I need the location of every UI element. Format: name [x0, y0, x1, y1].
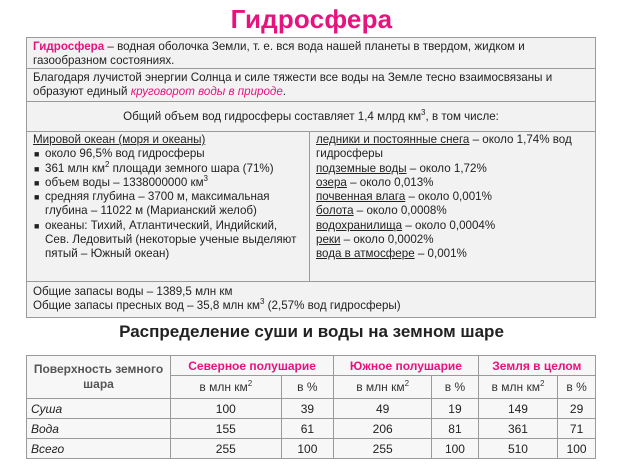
cycle-end: .: [282, 85, 287, 99]
table-cell: 19: [432, 399, 479, 419]
unit-pct-cell: в %: [432, 376, 479, 399]
total-sup: 3: [421, 108, 426, 118]
table-cell: 361: [478, 419, 557, 439]
row-label: Вода: [27, 419, 171, 439]
table-row: [27, 439, 596, 459]
group-header-earth: Земля в целом: [478, 356, 595, 376]
table-cell: 206: [334, 419, 432, 439]
unit-pct-cell: в %: [281, 376, 334, 399]
page-title: Гидросфера: [230, 4, 393, 34]
table-cell: 49: [334, 399, 432, 419]
cycle-highlight: круговорот воды в природе: [130, 85, 283, 99]
table-cell: 100: [281, 439, 334, 459]
surface-header: Поверхность земного шара: [27, 356, 171, 399]
ocean-item: ■ объем воды – 1338000000 $км^3$: [33, 176, 303, 190]
other-water-item: болота – около 0,0008%: [316, 204, 447, 218]
definition-term: Гидросфера: [33, 40, 105, 53]
total-prefix: Общий объем вод гидросферы составляет 1,4 млрд км: [123, 110, 422, 123]
table-cell: 100: [432, 439, 479, 459]
ocean-item: ■ 361 млн $км^2$ площади земного шара (71%): [33, 162, 303, 176]
total-suffix: , в том числе:: [425, 110, 499, 123]
distribution-table: [26, 355, 596, 459]
table-cell: 39: [281, 399, 334, 419]
table-cell: 255: [171, 439, 282, 459]
cycle-text: Благодаря лучистой энергии Солнца и силе тяжести все воды на Земле тесно взаимосвязаны и образуют единый: [33, 71, 553, 99]
table-cell: 81: [432, 419, 479, 439]
table-row: [27, 399, 596, 419]
cycle-row: [27, 69, 595, 102]
other-water-item: почвенная влага – около 0,001%: [316, 190, 492, 204]
row-label: Всего: [27, 439, 171, 459]
ocean-item: ■ средняя глубина – 3700 м, максимальная глубина – 11022 м (Марианский желоб): [33, 190, 303, 219]
distribution-title: Распределение суши и воды на земном шаре: [119, 322, 504, 341]
other-water-item: озера – около 0,013%: [316, 175, 434, 189]
table-cell: 155: [171, 419, 282, 439]
table-cell: 255: [334, 439, 432, 459]
table-cell: 100: [171, 399, 282, 419]
ocean-column: [27, 132, 310, 281]
unit-pct-cell: в %: [558, 376, 596, 399]
ocean-item: ■ океаны: Тихий, Атлантический, Индийский, Сев. Ледовитый (некоторые ученые выделяют пятый – Южный океан): [33, 219, 303, 262]
group-header-south: Южное полушарие: [334, 356, 479, 376]
table-cell: 510: [478, 439, 557, 459]
unit-area-cell: в млн $км^2$: [334, 376, 432, 399]
other-waters-column: [310, 132, 596, 281]
definition-row: [27, 38, 595, 69]
other-water-item: вода в атмосфере – 0,001%: [316, 247, 467, 261]
ocean-heading: Мировой океан (моря и океаны): [33, 133, 206, 146]
unit-area-cell: в млн $км^2$: [171, 376, 282, 399]
reserves-fresh: Общие запасы пресных вод – 35,8 млн $км^3$ (2,57% вод гидросферы): [33, 297, 401, 313]
table-cell: 100: [558, 439, 596, 459]
unit-area-cell: в млн $км^2$: [478, 376, 557, 399]
table-cell: 149: [478, 399, 557, 419]
table-cell: 71: [558, 419, 596, 439]
info-box: [26, 37, 596, 318]
reserves-total: Общие запасы воды – 1389,5 млн км: [33, 285, 233, 298]
ocean-item: ■ около 96,5% вод гидросферы: [33, 147, 303, 161]
other-water-item: водохранилища – около 0,0004%: [316, 218, 496, 232]
water-breakdown: [27, 132, 595, 282]
reserves-row: [27, 281, 595, 318]
total-volume-row: [27, 102, 595, 132]
definition-text: – водная оболочка Земли, т. е. вся вода нашей планеты в твердом, жидком и газообразном состояниях.: [33, 40, 525, 68]
other-water-item: ледники и постоянные снега – около 1,74% вод гидросферы: [316, 133, 572, 161]
other-water-item: реки – около 0,0002%: [316, 233, 434, 247]
table-cell: 61: [281, 419, 334, 439]
other-water-item: подземные воды – около 1,72%: [316, 161, 487, 175]
row-label: Суша: [27, 399, 171, 419]
table-cell: 29: [558, 399, 596, 419]
table-row: [27, 419, 596, 439]
group-header-north: Северное полушарие: [171, 356, 334, 376]
table-header-row: [27, 356, 596, 376]
